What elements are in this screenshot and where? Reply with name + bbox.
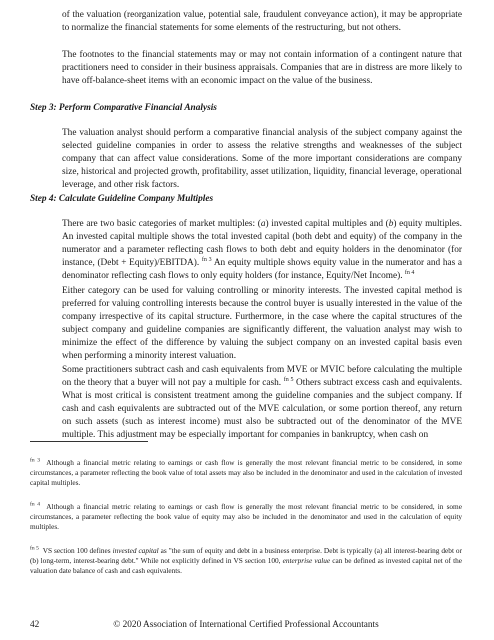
text-run-italic: b [388, 219, 394, 229]
heading-step-4: Step 4: Calculate Guideline Company Multiples [30, 194, 214, 204]
footnote-mark: fn 4 [30, 501, 41, 508]
paragraph-cash-equivalents [62, 364, 462, 441]
footnote-text: Although a financial metric relating to earnings or cash flow is generally the most relevant financial metric to be considered, in some circumstances, a parameter reflecting the book value of equity may also be included in the denominator and used in the calculation of equity multiples. [30, 502, 462, 532]
footnote-text: Although a financial metric relating to earnings or cash flow is generally the most relevant financial metric to be considered, in some circumstances, a parameter reflecting the book value of total assets may also be included in the denominator and used in the calculation of invested capital multiples. [30, 458, 462, 488]
paragraph-footnotes: The footnotes to the financial statements may or may not contain information of a contingent nature that practitioners need to consider in their business appraisals. Companies that are in distress are more likely to have off-balance-sheet items with an economic impact on the value of the business. [62, 50, 462, 86]
paragraph-normalization: of the valuation (reorganization value, potential sale, fraudulent conveyance action), it may be appropriate to normalize the financial statements for some elements of the restructuring, but not others. [62, 10, 462, 33]
footnote-text: as "the sum of equity and debt in a business enterprise. Debt is typically (a) all interest-bearing debt or (b) long-term, interest-bearing debt." While not explicitly defined in VS section 100, [30, 546, 462, 566]
footnote-3 [30, 458, 462, 489]
footnote-text-italic: invested capital [112, 546, 159, 555]
footnote-4 [30, 502, 462, 533]
footnote-text: can be defined as invested capital net of the valuation date balance of cash and cash equivalents. [30, 556, 463, 576]
heading-step-3: Step 3: Perform Comparative Financial Analysis [30, 103, 217, 113]
paragraph-controlling-interests: Either category can be used for valuing controlling or minority interests. The invested capital method is preferred for valuing controlling interests because the control buyer is usually interested in the value of the company irrespective of its capital structure. Furthermore, in the case where the capital structures of the subject company and guideline companies are significantly different, the valuation analyst may wish to minimize the effect of the difference by valuing the subject company on an invested capital basis even when performing a minority interest valuation. [62, 286, 462, 361]
text-run: There are two basic categories of market multiples: ( [62, 219, 261, 229]
footnote-ref-4[interactable]: fn 4 [404, 269, 415, 276]
footnote-5 [30, 546, 462, 577]
footnote-mark: fn 3 [30, 457, 41, 464]
footnote-text-italic: enterprise value [282, 556, 331, 566]
footnote-text: VS section 100 defines [42, 546, 113, 555]
text-run: ) equity multiples. An invested capital multiple shows the total invested capital (both debt and equity) of the company in the numerator and a parameter reflecting cash flows to both debt and equity holders in the denominator (for instance, (Debt + Equity)/EBITDA). [62, 219, 462, 268]
text-run: An equity multiple shows equity value in the numerator and has a denominator reflecting cash flows to only equity holders (for instance, Equity/Net Income). [62, 257, 463, 281]
text-run: Others subtract excess cash and equivalents. What is most critical is consistent treatment among the guideline companies and the subject company. If cash and cash equivalents are subtracted out of the MVE calculation, or some portion thereof, any return on such assets (such as interest income) must also be subtracted out of the denominator of the MVE multiple. This adjustment may be especially important for companies in bankruptcy, when cash on [62, 377, 463, 440]
footnote-ref-3[interactable]: fn 3 [201, 256, 212, 263]
copyright-notice: © 2020 Association of International Certified Professional Accountants [113, 620, 379, 630]
text-run-italic: a [260, 219, 266, 229]
page-number: 42 [30, 620, 40, 630]
footnote-divider [30, 441, 148, 442]
paragraph-comparative-analysis: The valuation analyst should perform a comparative financial analysis of the subject company against the selected guideline companies in order to assess the relative strengths and weaknesses of the subject company that can affect value considerations. Some of the more important considerations are company size, historical and projected growth, profitability, asset utilization, liquidity, financial leverage, operational leverage, and other risk factors. [62, 128, 462, 190]
footnote-ref-5[interactable]: fn 5 [283, 376, 294, 383]
paragraph-market-multiples [62, 218, 462, 283]
text-run: ) invested capital multiples and ( [265, 219, 389, 229]
footnote-mark: fn 5 [30, 545, 39, 552]
text-run: Some practitioners subtract cash and cash equivalents from MVE or MVIC before calculating the multiple on the theory that a buyer will not pay a multiple for cash. [62, 365, 462, 388]
